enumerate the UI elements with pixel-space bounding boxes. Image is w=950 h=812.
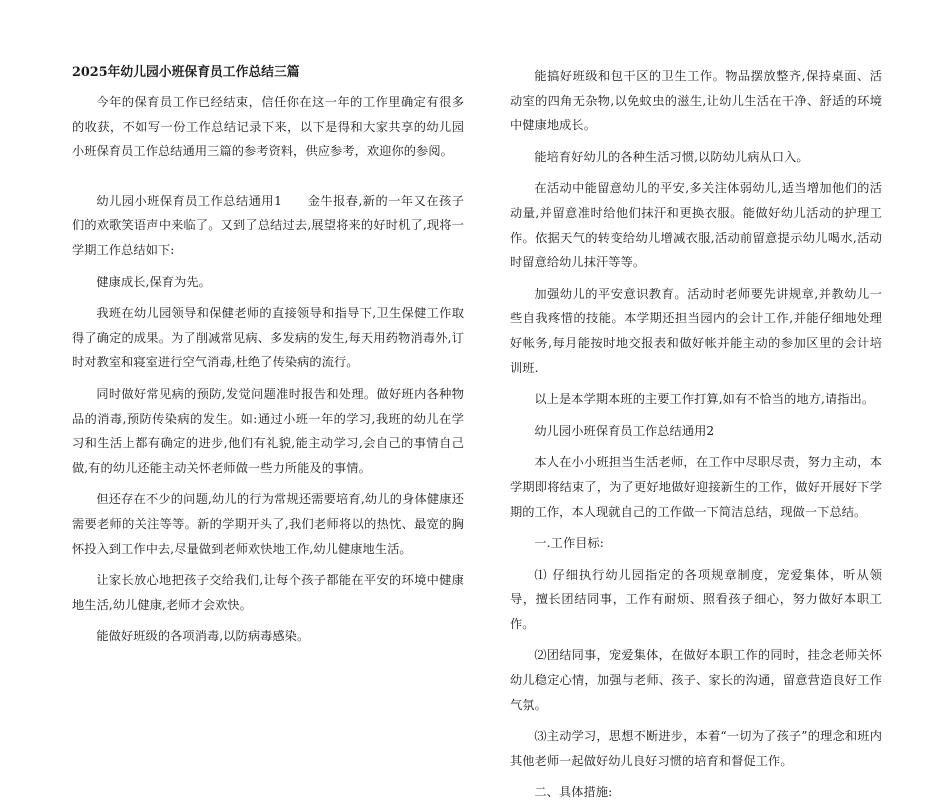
section-2-heading: 幼儿园小班保育员工作总结通用2 xyxy=(534,423,715,438)
left-column xyxy=(72,64,464,656)
body-paragraph: 本人在小小班担当生活老师，在工作中尽职尽责，努力主动，本学期即将结束了，为了更好地做好迎接新生的工作，做好开展好下学期的工作，本人现就自己的工作做一下简洁总结，现做一下总结。 xyxy=(510,455,882,519)
section-gap xyxy=(72,171,464,189)
list-item: ⑵团结同事，宠爱集体，在做好本职工作的同时，挂念老师关怀幼儿稳定心情，加强与老师、孩子、家长的沟通，留意营造良好工作气氛。 xyxy=(510,648,882,712)
document-title: 2025年幼儿园小班保育员工作总结三篇 xyxy=(72,65,300,80)
body-paragraph: 在活动中能留意幼儿的平安,多关注体弱幼儿,适当增加他们的活动量,并留意准时给他们抹汗和更换衣服。能做好幼儿活动的护理工作。依据天气的转变给幼儿增减衣服,活动前留意提示幼儿喝水,活动时留意给幼儿抹汗等等。 xyxy=(510,181,882,270)
right-column xyxy=(510,64,882,812)
body-paragraph: 加强幼儿的平安意识教育。活动时老师要先讲规章,并教幼儿一些自我疼惜的技能。本学期还担当园内的会计工作,并能仔细地处理好帐务,每月能按时地交报表和做好帐并能主动的参加区里的会计培训班. xyxy=(510,286,882,375)
body-paragraph: 让家长放心地把孩子交给我们,让每个孩子都能在平安的环境中健康地生活,幼儿健康,老师才会欢快。 xyxy=(72,573,464,612)
subsection-heading: 二、具体措施: xyxy=(534,785,613,800)
section-1-paragraph: 幼儿园小班保育员工作总结通用1 金牛报春,新的一年又在孩子们的欢歌笑语声中来临了。又到了总结过去,展望将来的好时机了,现将一学期工作总结如下: xyxy=(72,193,464,257)
body-paragraph: 健康成长,保育为先。 xyxy=(96,274,211,289)
body-paragraph: 但还存在不少的问题,幼儿的行为常规还需要培育,幼儿的身体健康还需要老师的关注等等。新的学期开头了,我们老师将以的热忱、最宽的胸怀投入到工作中去,尽量做到老师欢快地工作,幼儿健康地生活。 xyxy=(72,492,464,556)
list-item: ⑶主动学习，思想不断进步，本着“一切为了孩子”的理念和班内其他老师一起做好幼儿良好习惯的培育和督促工作。 xyxy=(510,729,882,768)
body-paragraph: 能搞好班级和包干区的卫生工作。物品摆放整齐,保持桌面、活动室的四角无杂物,以免蚊虫的滋生,让幼儿生活在干净、舒适的环境中健康地成长。 xyxy=(510,69,882,133)
subsection-heading: 一.工作目标: xyxy=(534,536,605,551)
list-item: ⑴ 仔细执行幼儿园指定的各项规章制度，宠爱集体，听从领导，擅长团结同事，工作有耐烦、照看孩子细心，努力做好本职工作。 xyxy=(510,567,882,631)
intro-paragraph: 今年的保育员工作已经结束，信任你在这一年的工作里确定有很多的收获，不如写一份工作总结记录下来，以下是得和大家共享的幼儿园小班保育员工作总结通用三篇的参考资料，供应参考，欢迎你的参阅。 xyxy=(72,95,464,159)
body-paragraph: 我班在幼儿园领导和保健老师的直接领导和指导下,卫生保健工作取得了确定的成果。为了削减常见病、多发病的发生,每天用药物消毒外,订时对教室和寝室进行空气消毒,杜绝了传染病的流行。 xyxy=(72,306,464,370)
body-paragraph: 能做好班级的各项消毒,以防病毒感染。 xyxy=(96,629,310,644)
body-paragraph: 能培育好幼儿的各种生活习惯,以防幼儿病从口入。 xyxy=(534,149,809,164)
body-paragraph: 以上是本学期本班的主要工作打算,如有不恰当的地方,请指出。 xyxy=(534,392,875,407)
body-paragraph: 同时做好常见病的预防,发觉问题准时报告和处理。做好班内各种物品的消毒,预防传染病的发生。如:通过小班一年的学习,我班的幼儿在学习和生活上都有确定的进步,他们有礼貌,能主动学习,会自己的事情自己做,有的幼儿还能主动关怀老师做一些力所能及的事情。 xyxy=(72,386,464,475)
